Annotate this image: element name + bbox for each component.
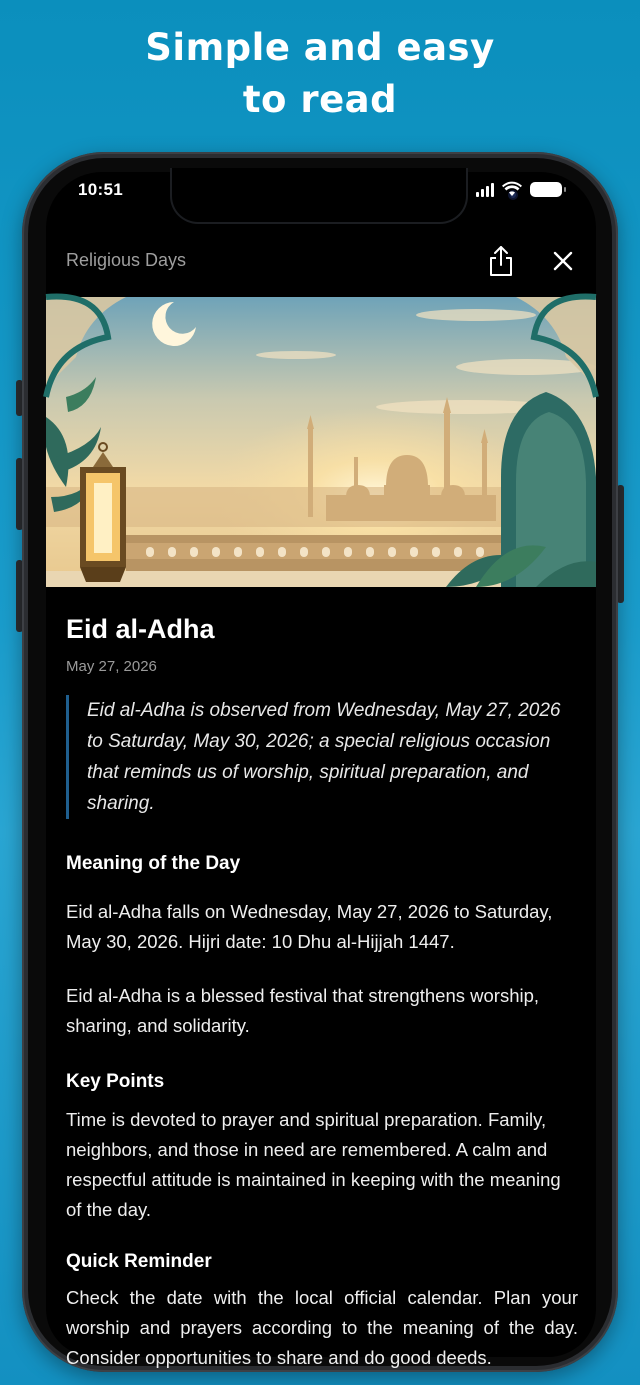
promo-headline-line-2: to read [242,78,398,121]
promo-headline-line-1: Simple and easy [145,26,495,69]
section-paragraph: Eid al-Adha is a blessed festival that strengthens worship, sharing, and solidarity. [66,985,540,1036]
close-icon[interactable] [548,246,578,276]
section-paragraph: Time is devoted to prayer and spiritual preparation. Family, neighbors, and those in need are remembered. A calm and respectful attitude is maintained in keeping with the meaning of the day. [66,1109,561,1220]
dynamic-island-notch [170,168,468,224]
article-title: Eid al-Adha [66,614,215,644]
hero-image [46,297,596,587]
app-screen [46,172,596,1368]
section-paragraph: Eid al-Adha falls on Wednesday, May 27, 2026 to Saturday, May 30, 2026. Hijri date: 10 Dhu al-Hijjah 1447. [66,901,553,952]
promo-headline [0,22,640,126]
phone-power-button [617,485,624,603]
section-title-key-points: Key Points [66,1071,165,1092]
article-date: May 27, 2026 [66,658,157,675]
section-title-meaning: Meaning of the Day [66,853,241,874]
status-icons [476,182,562,197]
section-paragraph: Check the date with the local official calendar. Plan your worship and prayers according to the meaning of the day. Consider opportunities to share and do good deeds. [66,1287,578,1368]
status-time: 10:51 [78,180,123,199]
article-content [66,612,578,1373]
battery-icon [530,182,562,197]
signal-icon [476,183,494,197]
article-quote: Eid al-Adha is observed from Wednesday, May 27, 2026 to Saturday, May 30, 2026; a special religious occasion that reminds us of worship, spiritual preparation, and sharing. [66,695,566,819]
share-icon[interactable] [486,244,516,278]
status-bar [46,172,596,212]
top-bar [46,232,596,288]
top-bar-title: Religious Days [66,250,187,270]
wifi-icon [502,182,522,197]
section-title-quick-reminder: Quick Reminder [66,1251,212,1272]
